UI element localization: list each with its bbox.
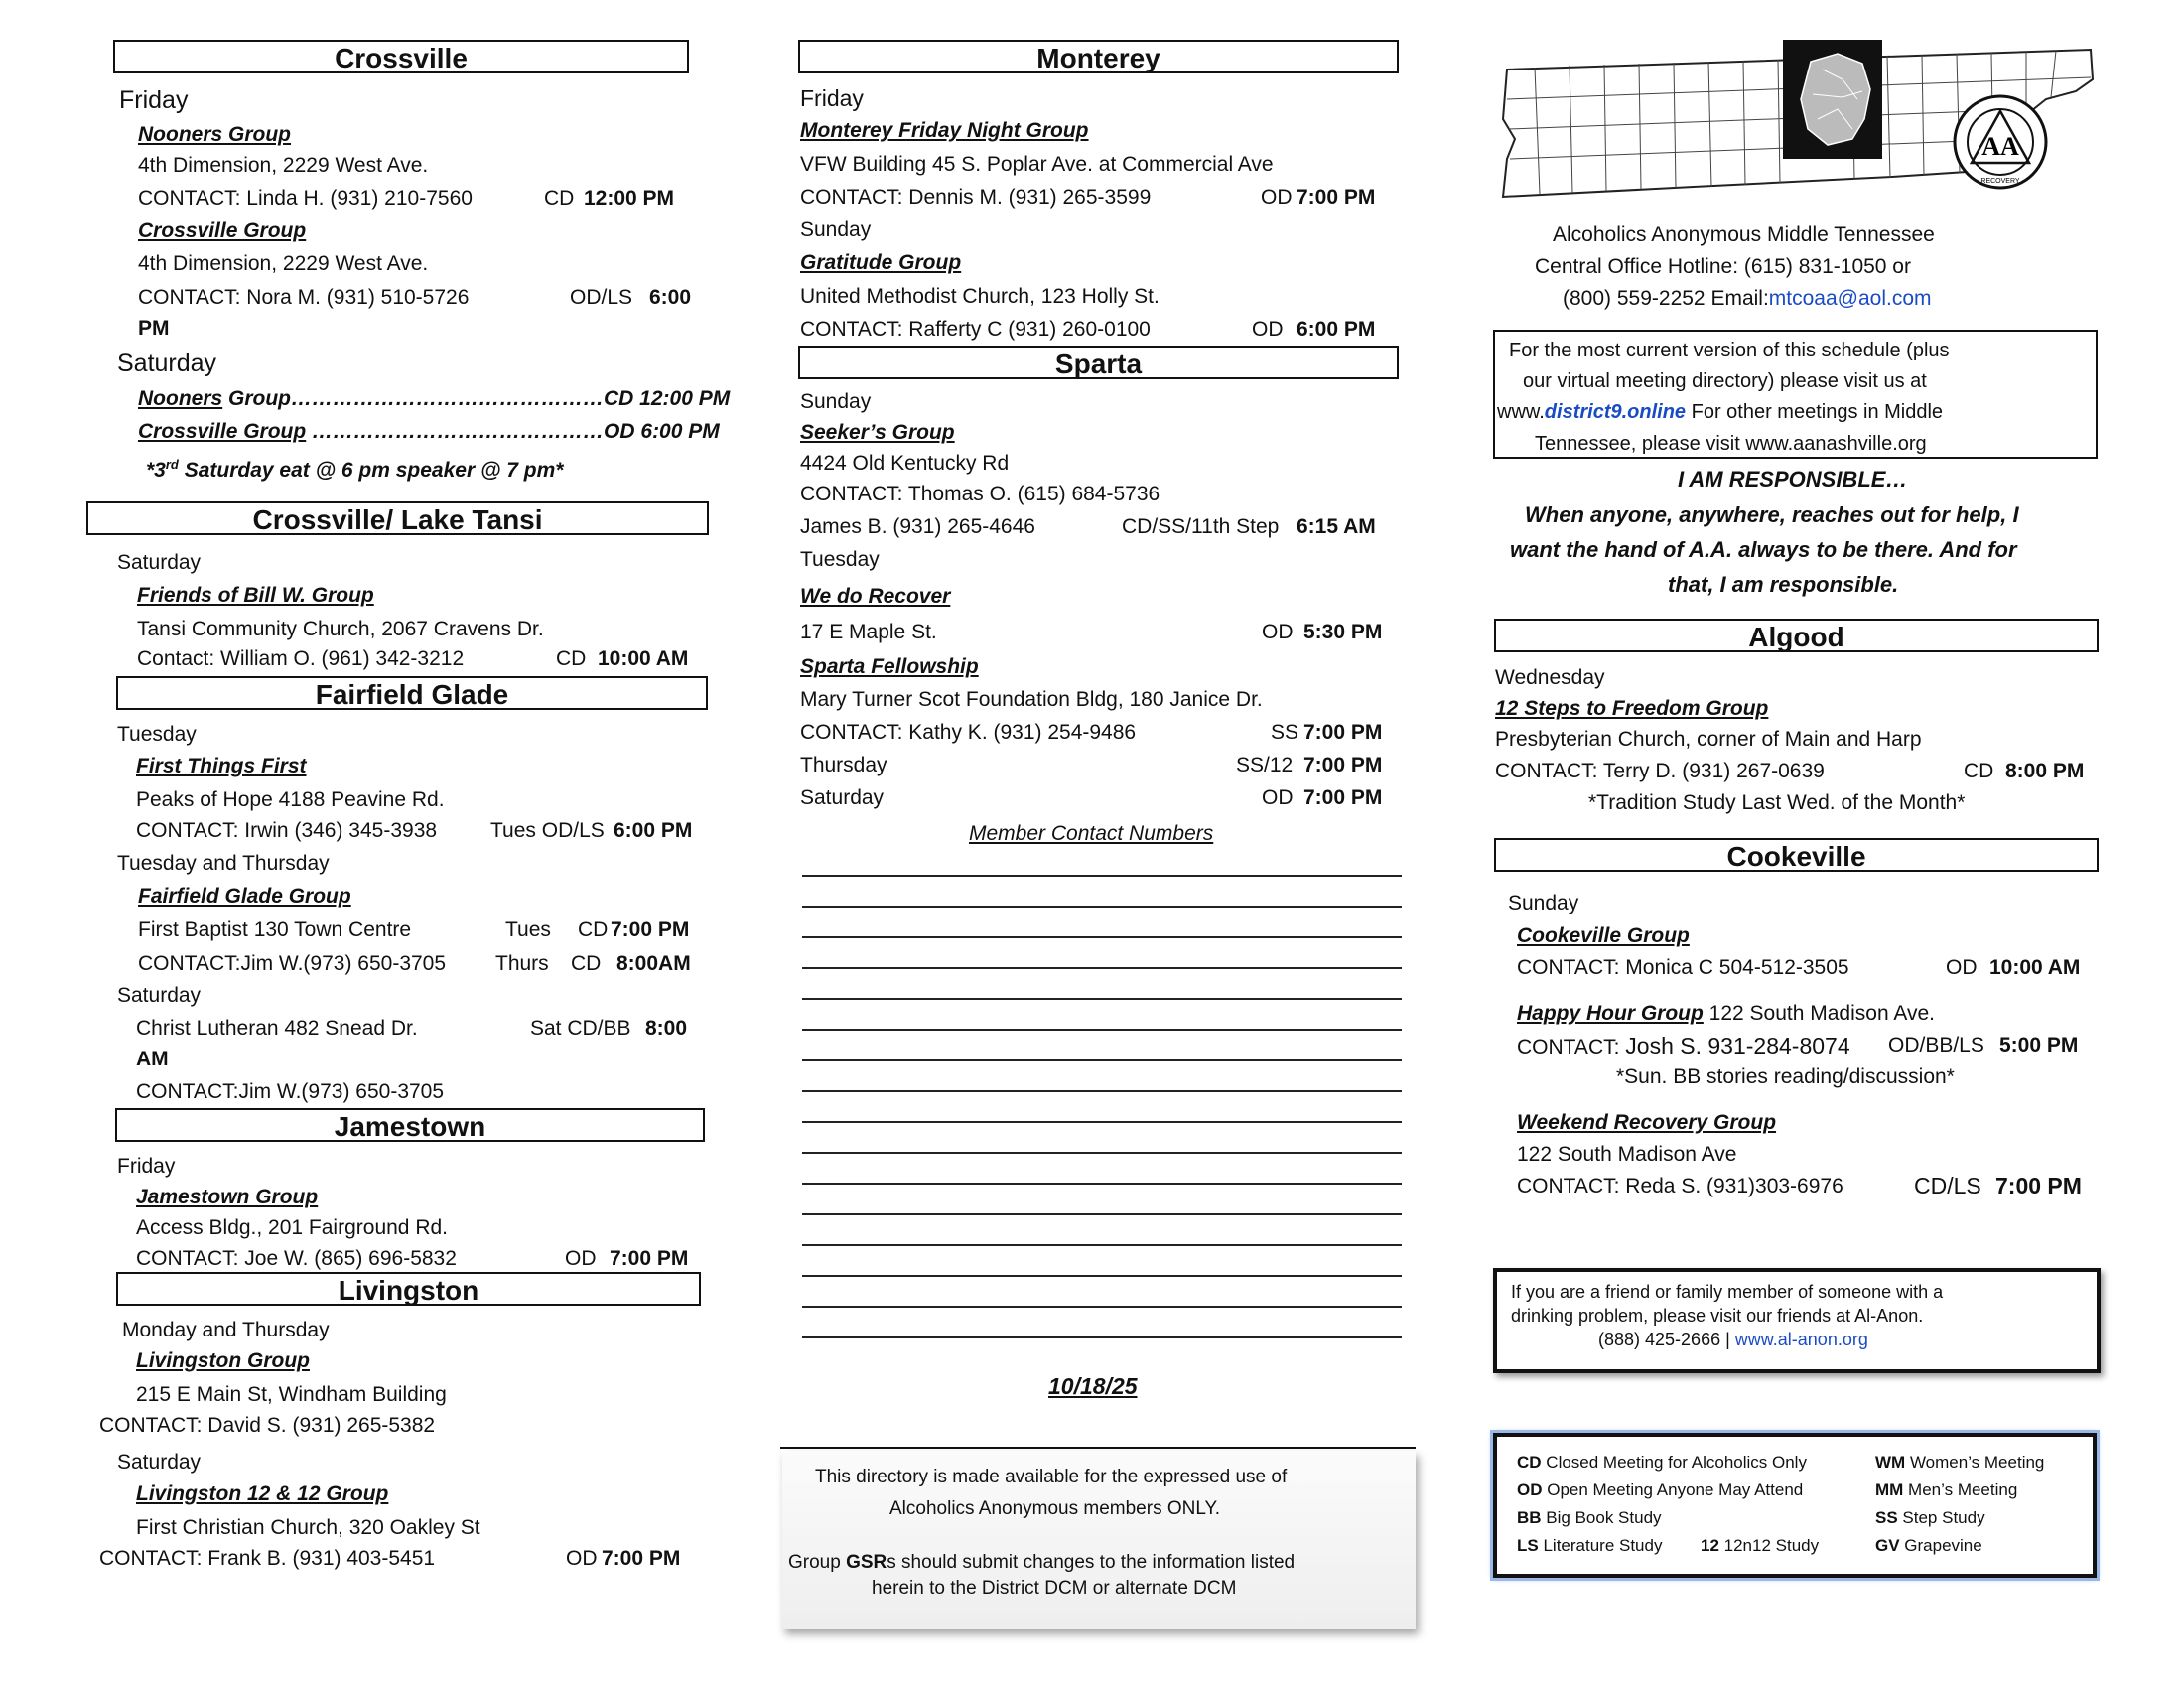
meeting-type: OD xyxy=(1261,186,1293,209)
legend-item: CD Closed Meeting for Alcoholics Only xyxy=(1517,1453,1807,1472)
svg-text:AA: AA xyxy=(1981,132,2019,161)
day-label: Sunday xyxy=(1508,892,1579,914)
contact-write-line xyxy=(802,967,1402,969)
note: *Sun. BB stories reading/discussion* xyxy=(1616,1065,1955,1088)
meeting-time: 7:00 PM xyxy=(1297,186,1376,209)
day-label: Friday xyxy=(800,85,864,111)
meeting-row xyxy=(1517,1001,1935,1027)
contact: CONTACT: Terry D. (931) 267-0639 xyxy=(1495,760,1825,782)
address: First Baptist 130 Town Centre xyxy=(138,918,412,941)
al-anon-link[interactable]: www.al-anon.org xyxy=(1734,1330,1868,1349)
contact-write-line xyxy=(802,1059,1402,1061)
meeting-time: 8:00 xyxy=(645,1017,688,1040)
section-header-crossville: Crossville xyxy=(113,40,689,73)
day-label: Tuesday and Thursday xyxy=(117,852,330,875)
meeting-time: 6:00 xyxy=(649,286,692,309)
legend-item: OD Open Meeting Anyone May Attend xyxy=(1517,1480,1804,1499)
day-label: Sunday xyxy=(800,390,872,413)
address: First Christian Church, 320 Oakley St xyxy=(136,1516,480,1539)
group-name: Fairfield Glade Group xyxy=(138,885,351,908)
legend-item: WM Women’s Meeting xyxy=(1875,1453,2045,1472)
address: 215 E Main St, Windham Building xyxy=(136,1383,447,1406)
section-header-jamestown: Jamestown xyxy=(115,1108,705,1142)
meeting-time: 7:00 PM xyxy=(610,1247,689,1270)
contact-write-line xyxy=(802,1213,1402,1215)
address: 17 E Maple St. xyxy=(800,621,937,643)
day-label: Saturday xyxy=(117,350,217,377)
disclaimer-text: Alcoholics Anonymous members ONLY. xyxy=(889,1498,1221,1519)
contact: CONTACT: David S. (931) 265-5382 xyxy=(99,1414,436,1437)
day-label: Saturday xyxy=(117,984,202,1007)
contact: CONTACT: Rafferty C (931) 260-0100 xyxy=(800,318,1151,341)
section-header-monterey: Monterey xyxy=(798,40,1399,73)
divider xyxy=(780,1447,1416,1449)
meeting-time: 7:00 PM xyxy=(1303,754,1383,776)
section-header-lake-tansi: Crossville/ Lake Tansi xyxy=(86,501,709,535)
disclaimer-text: Group GSRs should submit changes to the information listed xyxy=(788,1552,1296,1573)
group-name: Crossville Group xyxy=(138,420,307,443)
contact: CONTACT: Monica C 504-512-3505 xyxy=(1517,956,1849,979)
email-line: (800) 559-2252 Email:mtcoaa@aol.com xyxy=(1563,287,1932,310)
contact-write-line xyxy=(802,1090,1402,1092)
meeting-type: CD xyxy=(1964,760,1994,782)
notice-text: Tennessee, please visit www.aanashville.org xyxy=(1535,433,1927,455)
day-label: Monday and Thursday xyxy=(122,1319,330,1341)
group-name: Gratitude Group xyxy=(800,251,962,274)
group-name: Livingston Group xyxy=(136,1349,310,1372)
contact: CONTACT: Irwin (346) 345-3938 xyxy=(136,819,438,842)
meeting-time: AM xyxy=(136,1048,169,1070)
meeting-day: Thurs xyxy=(495,952,549,975)
responsibility-text: want the hand of A.A. always to be there. And for xyxy=(1510,537,2017,562)
address: United Methodist Church, 123 Holly St. xyxy=(800,285,1160,308)
meeting-type: CD xyxy=(578,918,609,941)
meeting-type: Sat CD/BB xyxy=(530,1017,631,1040)
group-name: Sparta Fellowship xyxy=(800,655,979,678)
meeting-time: 7:00 PM xyxy=(1303,786,1383,809)
meeting-type: OD xyxy=(565,1247,597,1270)
group-name: Monterey Friday Night Group xyxy=(800,119,1089,142)
contact: Contact: William O. (961) 342-3212 xyxy=(137,647,465,670)
meeting-type: SS/12 xyxy=(1236,754,1294,776)
day-label: Saturday xyxy=(117,1451,202,1474)
address: 4424 Old Kentucky Rd xyxy=(800,452,1010,475)
meeting-type: CD xyxy=(544,187,575,210)
group-name: Friends of Bill W. Group xyxy=(137,584,374,607)
contact: CONTACT: Nora M. (931) 510-5726 xyxy=(138,286,470,309)
meeting-type: SS xyxy=(1271,721,1299,744)
disclaimer-box xyxy=(782,1451,1416,1629)
al-anon-contact: (888) 425-2666 | www.al-anon.org xyxy=(1598,1330,1868,1349)
legend-item: 12 12n12 Study xyxy=(1701,1536,1820,1555)
section-header-livingston: Livingston xyxy=(116,1272,701,1306)
aa-logo-icon xyxy=(1952,93,2049,191)
org-name: Alcoholics Anonymous Middle Tennessee xyxy=(1553,223,1935,246)
meeting-type: OD xyxy=(1262,786,1294,809)
al-anon-text: drinking problem, please visit our friends at Al-Anon. xyxy=(1511,1306,1924,1326)
legend-item: BB Big Book Study xyxy=(1517,1508,1662,1527)
contact: CONTACT: Dennis M. (931) 265-3599 xyxy=(800,186,1152,209)
group-name: First Things First xyxy=(136,755,307,777)
meeting-time: 6:00 PM xyxy=(614,819,693,842)
group-name: Happy Hour Group xyxy=(1517,1002,1704,1025)
contact: CONTACT: Josh S. 931-284-8074 xyxy=(1517,1033,1850,1058)
legend-item: GV Grapevine xyxy=(1875,1536,1982,1555)
svg-text:RECOVERY: RECOVERY xyxy=(1980,178,2020,185)
address: 122 South Madison Ave. xyxy=(1703,1002,1935,1025)
note: *Tradition Study Last Wed. of the Month* xyxy=(1588,791,1966,814)
meeting-time: 7:00 PM xyxy=(611,918,690,941)
address: VFW Building 45 S. Poplar Ave. at Commercial Ave xyxy=(800,153,1274,176)
meeting-time: 7:00 PM xyxy=(1303,721,1383,744)
contact: James B. (931) 265-4646 xyxy=(800,515,1035,538)
address: Peaks of Hope 4188 Peavine Rd. xyxy=(136,788,445,811)
responsibility-text: When anyone, anywhere, reaches out for help, I xyxy=(1525,502,2019,527)
contact-write-line xyxy=(802,1244,1402,1246)
leader-dots: ……………………………………OD 6:00 PM xyxy=(306,420,720,443)
address: 122 South Madison Ave xyxy=(1517,1143,1737,1166)
group-name: Cookeville Group xyxy=(1517,924,1690,947)
contact-write-line xyxy=(802,1306,1402,1308)
contact-write-line xyxy=(802,1121,1402,1123)
contact-write-line xyxy=(802,875,1402,877)
address: Christ Lutheran 482 Snead Dr. xyxy=(136,1017,418,1040)
meeting-type: CD xyxy=(556,647,587,670)
hotline: Central Office Hotline: (615) 831-1050 or xyxy=(1535,255,1911,278)
contact: CONTACT:Jim W.(973) 650-3705 xyxy=(136,1080,445,1103)
meeting-type: OD/BB/LS xyxy=(1888,1034,1984,1056)
contact: CONTACT:Jim W.(973) 650-3705 xyxy=(138,952,447,975)
meeting-time: 6:15 AM xyxy=(1297,515,1376,538)
al-anon-box xyxy=(1493,1268,2101,1373)
section-header-cookeville: Cookeville xyxy=(1494,838,2099,872)
member-contacts-heading: Member Contact Numbers xyxy=(969,822,1214,845)
meeting-type: OD/LS xyxy=(570,286,633,309)
email-link[interactable]: mtcoaa@aol.com xyxy=(1768,287,1932,310)
responsibility-text: that, I am responsible. xyxy=(1668,572,1899,597)
schedule-date: 10/18/25 xyxy=(1048,1373,1138,1399)
meeting-type: OD xyxy=(1252,318,1284,341)
legend-box xyxy=(1493,1433,2097,1578)
address: Presbyterian Church, corner of Main and Harp xyxy=(1495,728,1922,751)
group-name: 12 Steps to Freedom Group xyxy=(1495,697,1769,720)
contact: CONTACT: Thomas O. (615) 684-5736 xyxy=(800,483,1160,505)
group-name: Nooners Group xyxy=(138,123,292,146)
contact-write-line xyxy=(802,1336,1402,1338)
day-label: Sunday xyxy=(800,218,872,241)
notice-text: www.district9.online For other meetings in Middle xyxy=(1497,401,1944,423)
meeting-row xyxy=(138,386,730,412)
group-name: Nooners xyxy=(138,387,223,410)
meeting-time: 10:00 AM xyxy=(598,647,689,670)
contact-write-line xyxy=(802,936,1402,938)
group-name: Seeker’s Group xyxy=(800,421,955,444)
contact-write-line xyxy=(802,1275,1402,1277)
meeting-time: 6:00 PM xyxy=(1297,318,1376,341)
day-label: Thursday xyxy=(800,754,887,776)
contact: CONTACT: Kathy K. (931) 254-9486 xyxy=(800,721,1137,744)
meeting-time: 7:00 PM xyxy=(1995,1173,2082,1198)
meeting-time: PM xyxy=(138,317,170,340)
meeting-type: OD xyxy=(566,1547,598,1570)
meeting-day: Tues xyxy=(505,918,551,941)
contact-write-line xyxy=(802,906,1402,908)
meeting-time: 5:30 PM xyxy=(1303,621,1383,643)
legend-item: MM Men’s Meeting xyxy=(1875,1480,2018,1499)
meeting-time: 5:00 PM xyxy=(1999,1034,2079,1056)
contact: CONTACT: Frank B. (931) 403-5451 xyxy=(99,1547,436,1570)
address: 4th Dimension, 2229 West Ave. xyxy=(138,154,429,177)
group-name: Crossville Group xyxy=(138,219,307,242)
al-anon-text: If you are a friend or family member of someone with a xyxy=(1511,1282,1944,1302)
contact: CONTACT: Reda S. (931)303-6976 xyxy=(1517,1175,1843,1197)
address: 4th Dimension, 2229 West Ave. xyxy=(138,252,429,275)
meeting-type: OD xyxy=(1946,956,1978,979)
day-label: Tuesday xyxy=(117,723,197,746)
responsibility-title: I AM RESPONSIBLE… xyxy=(1678,467,1908,492)
address: Tansi Community Church, 2067 Cravens Dr. xyxy=(137,618,544,640)
district-link[interactable]: district9.online xyxy=(1544,401,1687,423)
disclaimer-text: herein to the District DCM or alternate DCM xyxy=(872,1578,1237,1599)
day-label: Friday xyxy=(119,86,189,114)
notice-text: For the most current version of this schedule (plus xyxy=(1509,340,1950,361)
meeting-row xyxy=(138,419,720,445)
contact-write-line xyxy=(802,998,1402,1000)
section-header-algood: Algood xyxy=(1494,619,2099,652)
meeting-type: OD xyxy=(1262,621,1294,643)
legend-item: LS Literature Study xyxy=(1517,1536,1663,1555)
meeting-type: CD/SS/11th Step xyxy=(1122,515,1280,538)
section-header-sparta: Sparta xyxy=(798,346,1399,379)
address: Mary Turner Scot Foundation Bldg, 180 Janice Dr. xyxy=(800,688,1263,711)
group-name: Weekend Recovery Group xyxy=(1517,1111,1777,1134)
meeting-time: 12:00 PM xyxy=(584,187,675,210)
contact: CONTACT: Linda H. (931) 210-7560 xyxy=(138,187,473,210)
section-header-fairfield-glade: Fairfield Glade xyxy=(116,676,708,710)
legend-item: SS Step Study xyxy=(1875,1508,1985,1527)
contact-write-line xyxy=(802,1029,1402,1031)
day-label: Friday xyxy=(117,1155,176,1178)
day-label: Saturday xyxy=(117,551,202,574)
day-label: Saturday xyxy=(800,786,885,809)
address: Access Bldg., 201 Fairground Rd. xyxy=(136,1216,448,1239)
meeting-time: 8:00AM xyxy=(616,952,691,975)
meeting-type: CD/LS xyxy=(1914,1173,1981,1198)
day-label: Tuesday xyxy=(800,548,880,571)
group-name: Livingston 12 & 12 Group xyxy=(136,1482,389,1505)
notice-text: our virtual meeting directory) please visit us at xyxy=(1523,370,1927,392)
meeting-time: 7:00 PM xyxy=(602,1547,681,1570)
meeting-type: Tues OD/LS xyxy=(490,819,605,842)
notice-box xyxy=(1493,330,2098,459)
note: *3rd Saturday eat @ 6 pm speaker @ 7 pm* xyxy=(146,457,564,482)
meeting-time: 10:00 AM xyxy=(1989,956,2081,979)
meeting-time: 8:00 PM xyxy=(2005,760,2085,782)
group-name: We do Recover xyxy=(800,585,951,608)
contact: CONTACT: Joe W. (865) 696-5832 xyxy=(136,1247,457,1270)
contact-write-line xyxy=(802,1183,1402,1185)
leader-dots: Group………………………………………CD 12:00 PM xyxy=(222,387,731,410)
meeting-type: CD xyxy=(571,952,602,975)
disclaimer-text: This directory is made available for the expressed use of xyxy=(815,1467,1288,1487)
day-label: Wednesday xyxy=(1495,666,1605,689)
contact-write-line xyxy=(802,1152,1402,1154)
group-name: Jamestown Group xyxy=(136,1186,319,1208)
